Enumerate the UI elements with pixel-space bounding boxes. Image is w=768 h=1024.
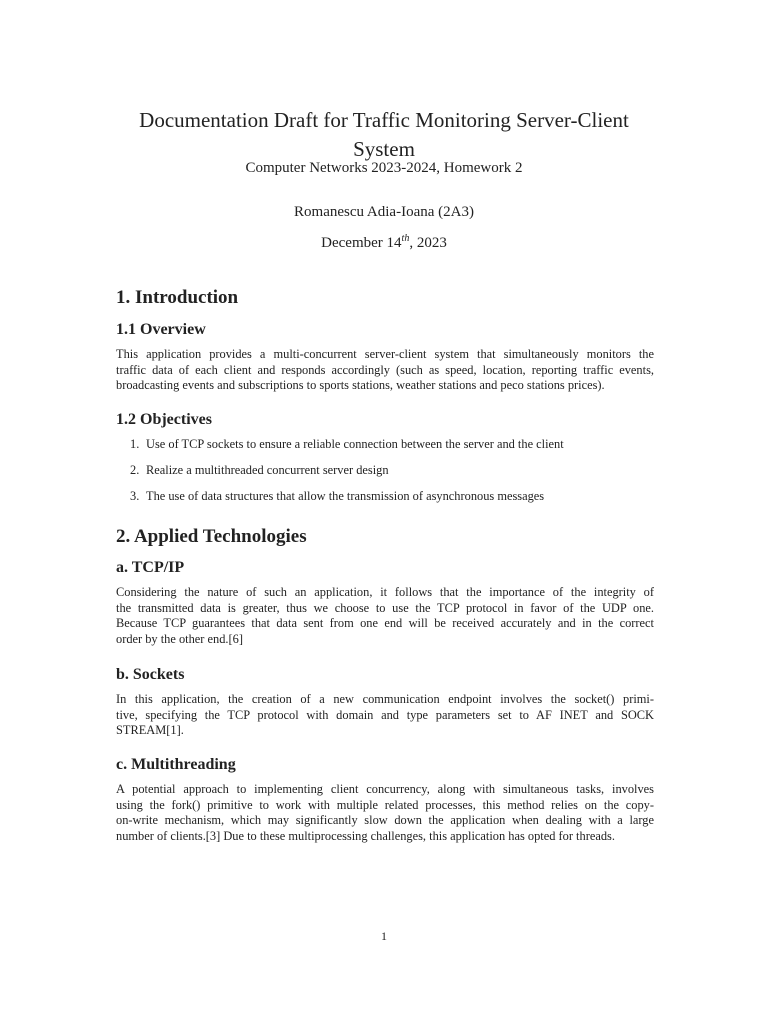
list-item-number: 2. [130, 463, 140, 477]
multithreading-paragraph [116, 782, 654, 844]
paragraph-line: order by the other end.[6] [116, 631, 243, 646]
document-title [0, 106, 768, 164]
paragraph-line: on-write mechanism, which may significantly slow down the application when dealing with a large [116, 813, 654, 827]
list-item [130, 463, 389, 479]
section-heading-applied-technologies: 2. Applied Technologies [116, 526, 307, 547]
list-item [130, 489, 544, 505]
document-date [0, 233, 768, 253]
date-suffix: , 2023 [409, 235, 447, 251]
paragraph-line: This application provides a multi-concurrent server-client system that simultaneously monitors the [116, 347, 654, 361]
paragraph-line: STREAM[1]. [116, 723, 184, 737]
tcpip-paragraph [116, 585, 654, 647]
list-item-text: Use of TCP sockets to ensure a reliable connection between the server and the client [146, 437, 564, 451]
paragraph-line: In this application, the creation of a new communication endpoint involves the socket() primi- [116, 692, 654, 706]
paragraph-line: number of clients.[3] Due to these multiprocessing challenges, this application has opted for threads. [116, 828, 615, 843]
date-prefix: December 14 [321, 235, 402, 251]
list-item-number: 3. [130, 489, 140, 503]
date-superscript: th [401, 233, 410, 244]
document-subtitle: Computer Networks 2023-2024, Homework 2 [245, 160, 523, 176]
subsection-heading-tcpip: a. TCP/IP [116, 559, 185, 576]
title-line-1: Documentation Draft for Traffic Monitoring Server-Client [139, 108, 629, 132]
sockets-paragraph [116, 692, 654, 739]
paragraph-line: using the fork() primitive to work with multiple related processes, this method relies on the copy- [116, 797, 654, 812]
section-heading-introduction: 1. Introduction [116, 287, 239, 308]
list-item-text: Realize a multithreaded concurrent server design [146, 463, 389, 477]
paragraph-line: broadcasting events and subscriptions to sports stations, weather stations and peco stations prices). [116, 378, 605, 392]
list-item-text: The use of data structures that allow the transmission of asynchronous messages [146, 489, 545, 503]
overview-paragraph [116, 347, 654, 394]
page-number: 1 [381, 929, 387, 943]
subsection-heading-objectives: 1.2 Objectives [116, 411, 212, 428]
paragraph-line: Considering the nature of such an application, it follows that the importance of the integrity of [116, 585, 654, 599]
paragraph-line: A potential approach to implementing client concurrency, along with simultaneous tasks, involves [116, 782, 654, 796]
title-line-2: System [353, 137, 415, 161]
paragraph-line: Because TCP guarantees that data sent from one end will be received accurately and in the correct [116, 616, 654, 630]
subsection-heading-multithreading: c. Multithreading [116, 756, 236, 773]
paragraph-line: tive, specifying the TCP protocol with domain and type parameters set to AF INET and SOCK [116, 707, 654, 722]
paragraph-line: the transmitted data is greater, thus we choose to use the TCP protocol in favor of the UDP one. [116, 600, 654, 615]
list-item [130, 437, 564, 453]
subsection-heading-overview: 1.1 Overview [116, 321, 206, 338]
list-item-number: 1. [130, 437, 140, 451]
paragraph-line: traffic data of each client and responds accordingly (such as speed, location, reporting traffic events, [116, 362, 654, 377]
subsection-heading-sockets: b. Sockets [116, 666, 185, 683]
document-author: Romanescu Adia-Ioana (2A3) [294, 204, 474, 220]
